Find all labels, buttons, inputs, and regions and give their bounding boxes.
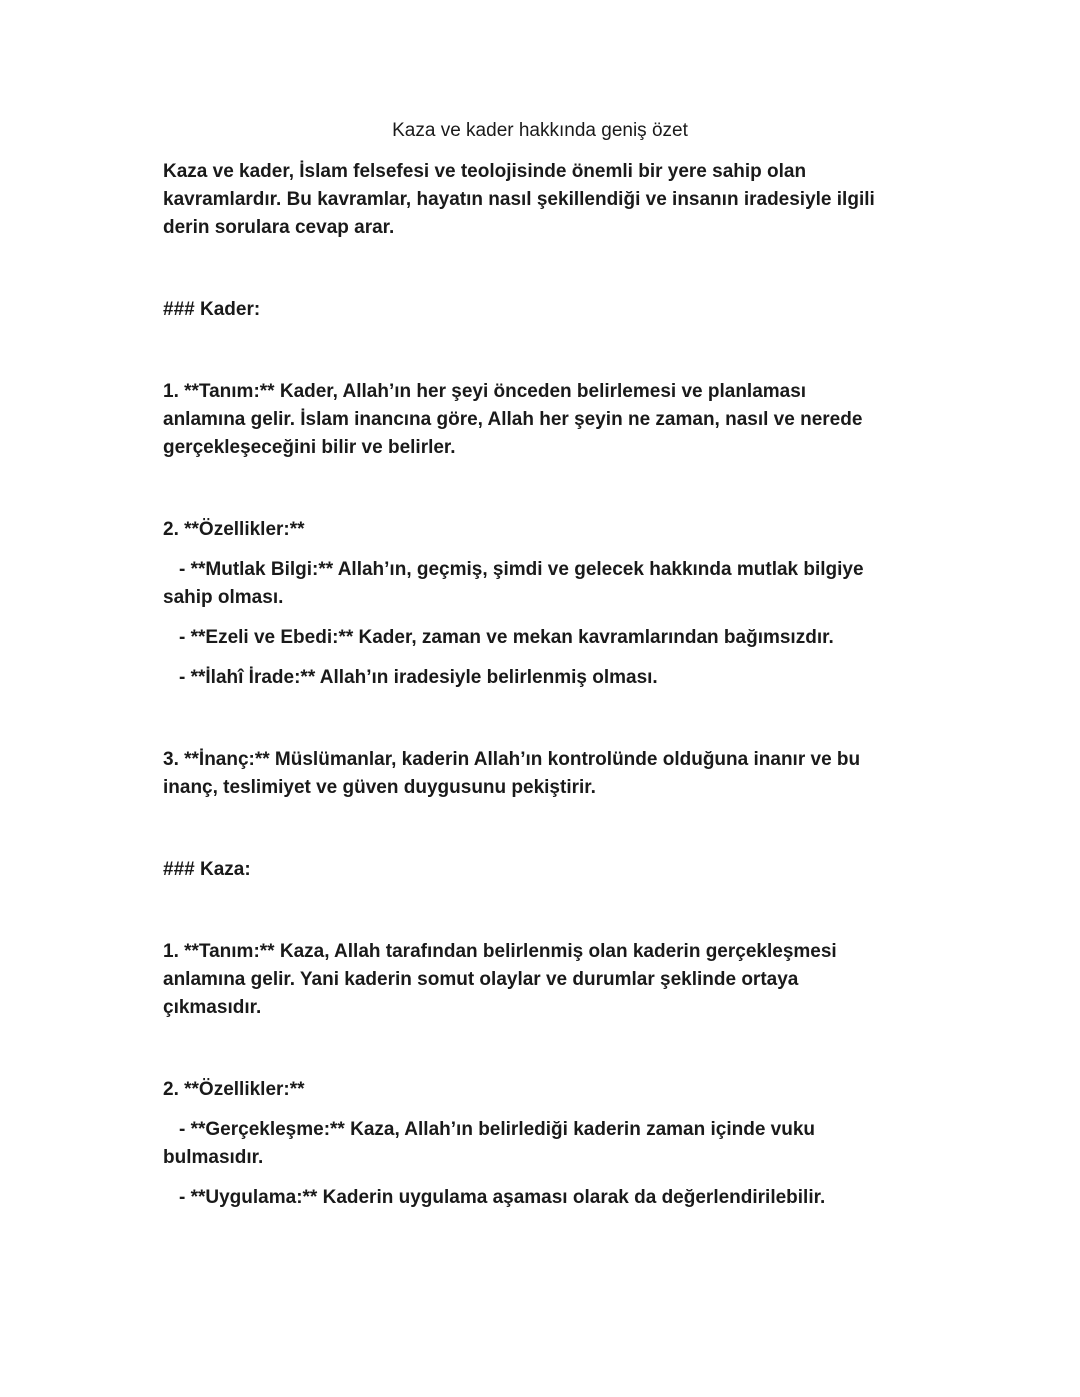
document-body bbox=[163, 158, 923, 1212]
bullet-line: - **Mutlak Bilgi:** Allah’ın, geçmiş, şimdi ve gelecek hakkında mutlak bilgiye bbox=[179, 559, 864, 580]
intro-line: kavramlardır. Bu kavramlar, hayatın nasıl şekillendiği ve insanın iradesiyle ilgili bbox=[163, 189, 875, 210]
kaza-bullet-uygulama: - **Uygulama:** Kaderin uygulama aşaması olarak da değerlendirilebilir. bbox=[179, 1187, 826, 1208]
kader-item-inanc bbox=[163, 746, 923, 802]
kaza-item-tanim bbox=[163, 938, 923, 1022]
paragraph-line: 3. **İnanç:** Müslümanlar, kaderin Allah’ın kontrolünde olduğuna inanır ve bu bbox=[163, 749, 861, 770]
paragraph-line: anlamına gelir. İslam inancına göre, Allah her şeyin ne zaman, nasıl ve nerede bbox=[163, 409, 863, 430]
bullet-line: sahip olması. bbox=[163, 587, 284, 608]
kader-bullet-ezeli-ebedi: - **Ezeli ve Ebedi:** Kader, zaman ve mekan kavramlarından bağımsızdır. bbox=[179, 627, 834, 648]
paragraph-line: gerçekleşeceğini bilir ve belirler. bbox=[163, 437, 456, 458]
section-heading-kader: ### Kader: bbox=[163, 299, 261, 320]
intro-line: derin sorulara cevap arar. bbox=[163, 217, 395, 238]
kader-bullet-mutlak-bilgi bbox=[163, 556, 923, 612]
kader-bullet-ilahi-irade: - **İlahî İrade:** Allah’ın iradesiyle belirlenmiş olması. bbox=[179, 667, 658, 688]
paragraph-line: 1. **Tanım:** Kaza, Allah tarafından belirlenmiş olan kaderin gerçekleşmesi bbox=[163, 941, 837, 962]
bullet-line: - **Gerçekleşme:** Kaza, Allah’ın belirlediği kaderin zaman içinde vuku bbox=[179, 1119, 816, 1140]
kaza-item-ozellikler: 2. **Özellikler:** bbox=[163, 1079, 305, 1100]
kaza-bullet-gerceklesme bbox=[163, 1116, 923, 1172]
paragraph-line: anlamına gelir. Yani kaderin somut olaylar ve durumlar şeklinde ortaya bbox=[163, 969, 799, 990]
document-title: Kaza ve kader hakkında geniş özet bbox=[392, 120, 688, 141]
intro-line: Kaza ve kader, İslam felsefesi ve teolojisinde önemli bir yere sahip olan bbox=[163, 161, 807, 182]
paragraph-line: inanç, teslimiyet ve güven duygusunu pekiştirir. bbox=[163, 777, 596, 798]
kader-item-tanim bbox=[163, 378, 923, 462]
section-heading-kaza: ### Kaza: bbox=[163, 859, 251, 880]
bullet-line: bulmasıdır. bbox=[163, 1147, 264, 1168]
paragraph-line: çıkmasıdır. bbox=[163, 997, 262, 1018]
intro-paragraph bbox=[163, 158, 923, 242]
kader-item-ozellikler: 2. **Özellikler:** bbox=[163, 519, 305, 540]
paragraph-line: 1. **Tanım:** Kader, Allah’ın her şeyi önceden belirlemesi ve planlaması bbox=[163, 381, 807, 402]
